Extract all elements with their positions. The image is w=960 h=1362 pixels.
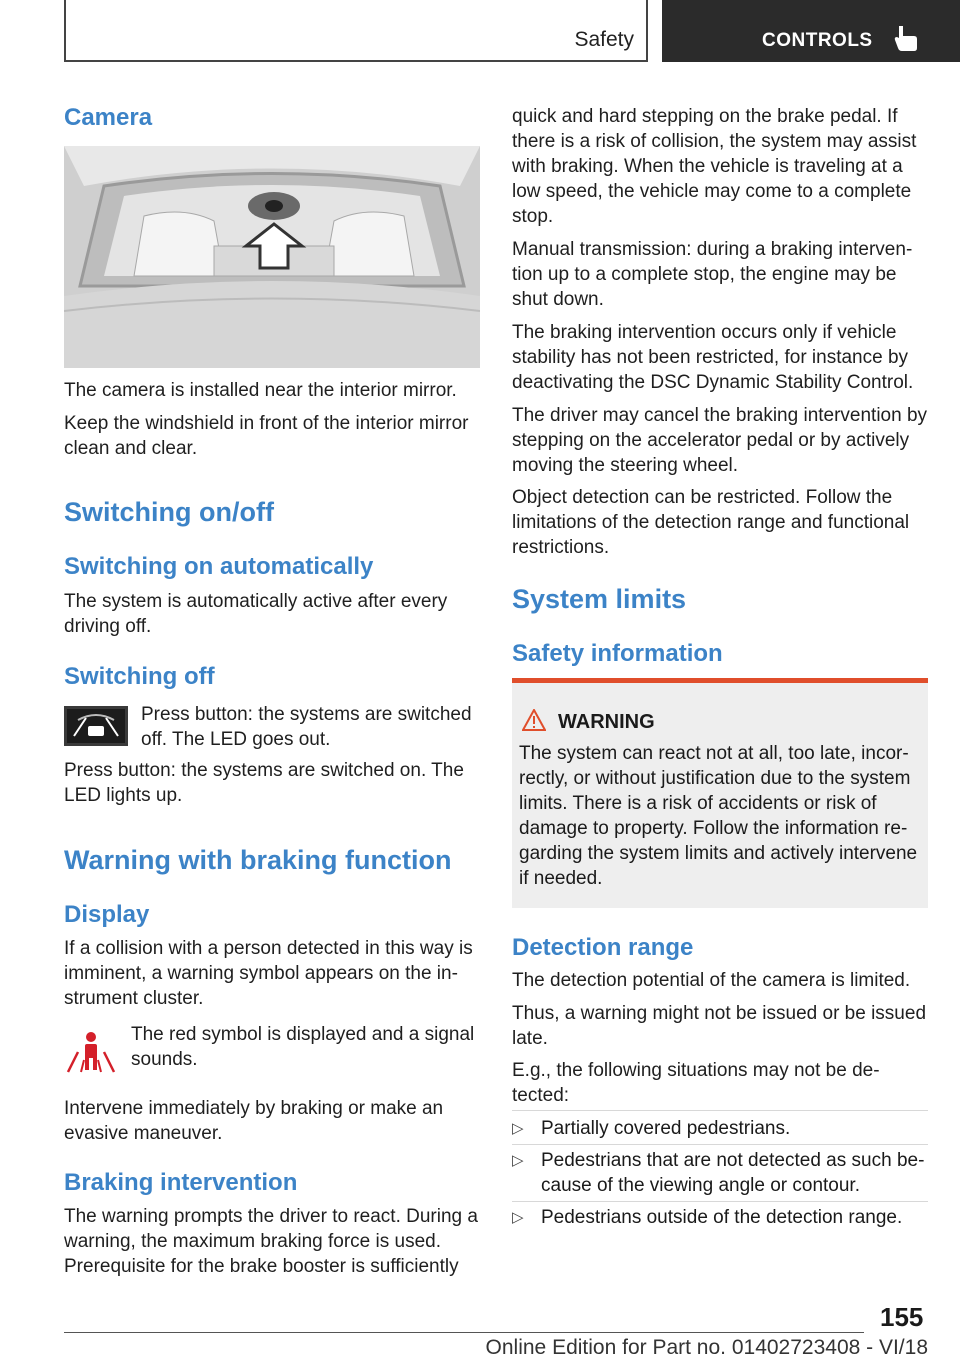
driver-assist-button-icon: [64, 706, 128, 746]
warning-text: The system can react not at all, too late, incorrectly, or without justification due to the system limits. There is a risk of accidents or risk of damage to property. Follow the information regarding the system limits and actively intervene if needed.: [519, 743, 918, 889]
detection-paragraph-3: E.g., the following situations may not be detected:: [512, 1060, 880, 1106]
list-item-text: Partially covered pedestrians.: [541, 1118, 791, 1139]
header-section-title: Safety: [574, 28, 634, 51]
warning-title: WARNING: [558, 711, 655, 733]
braking-intervention-paragraph: The warning prompts the driver to react. During a warning, the maximum braking force is used. Prerequisite for the brake booster is sufficiently: [64, 1206, 478, 1277]
footer-rule: [64, 1332, 864, 1333]
warning-triangle-icon: [522, 709, 546, 731]
camera-paragraph-2: Keep the windshield in front of the interior mirror clean and clear.: [64, 413, 469, 459]
cancel-paragraph: The driver may cancel the braking intervention by stepping on the accelerator pedal or by actively moving the steering wheel.: [512, 405, 928, 476]
camera-heading: Camera: [64, 104, 153, 131]
car-interior-illustration: [64, 146, 480, 368]
system-limits-heading: System limits: [512, 584, 687, 614]
intervention-condition-paragraph: The braking intervention occurs only if vehicle stability has not been restricted, for instance by deactivating the DSC Dynamic Stability Control.: [512, 322, 914, 393]
pedestrian-warning-icon: [64, 1030, 118, 1074]
object-detection-paragraph: Object detection can be restricted. Follow the limitations of the detection range and functional restrictions.: [512, 487, 910, 558]
intervene-paragraph: Intervene immediately by braking or make an evasive maneuver.: [64, 1098, 444, 1144]
bullet-triangle-icon: ▷: [512, 1209, 524, 1226]
camera-location-photo: [64, 146, 480, 368]
list-separator: [512, 1110, 928, 1111]
detection-range-heading: Detection range: [512, 934, 694, 961]
header-chapter-box: [662, 0, 960, 62]
switching-off-paragraph: Press button: the systems are switched on. The LED lights up.: [64, 760, 464, 806]
detection-paragraph-2: Thus, a warning might not be issued or be issued late.: [512, 1003, 927, 1049]
display-paragraph: If a collision with a person detected in this way is imminent, a warning symbol appears on the instrument cluster.: [64, 938, 473, 1009]
bullet-triangle-icon: ▷: [512, 1120, 524, 1137]
warning-box: [512, 678, 928, 908]
manual-transmission-paragraph: Manual transmission: during a braking intervention up to a complete stop, the engine may be shut down.: [512, 239, 913, 310]
switching-heading: Switching on/off: [64, 497, 274, 527]
camera-paragraph-1: The camera is installed near the interior mirror.: [64, 380, 457, 401]
list-item-text: Pedestrians outside of the detection range.: [541, 1207, 903, 1228]
switching-off-icon-text: Press button: the systems are switched off. The LED goes out.: [141, 704, 472, 750]
header-section-box: [64, 0, 648, 62]
display-heading: Display: [64, 901, 150, 928]
safety-information-heading: Safety information: [512, 640, 723, 667]
braking-intervention-heading: Braking intervention: [64, 1169, 298, 1196]
continued-paragraph: quick and hard stepping on the brake pedal. If there is a risk of collision, the system may assist with braking. When the vehicle is traveling at a low speed, the vehicle may come to a complete stop.: [512, 106, 917, 227]
bullet-triangle-icon: ▷: [512, 1152, 524, 1169]
warning-braking-heading: Warning with braking function: [64, 845, 452, 875]
list-separator: [512, 1144, 928, 1145]
switching-on-auto-heading: Switching on automatically: [64, 553, 374, 580]
switching-on-auto-paragraph: The system is automatically active after every driving off.: [64, 591, 448, 637]
detection-paragraph-1: The detection potential of the camera is limited.: [512, 970, 911, 991]
switching-off-heading: Switching off: [64, 663, 215, 690]
footer-edition: Online Edition for Part no. 01402723408 - VI/18: [485, 1336, 928, 1359]
pointing-hand-icon: [894, 24, 918, 52]
symbol-text: The red symbol is displayed and a signal sounds.: [131, 1024, 475, 1070]
header-chapter-title: CONTROLS: [762, 30, 873, 51]
list-item-text: Pedestrians that are not detected as such because of the viewing angle or contour.: [541, 1150, 925, 1196]
page-number: 155: [880, 1302, 924, 1332]
list-separator: [512, 1201, 928, 1202]
